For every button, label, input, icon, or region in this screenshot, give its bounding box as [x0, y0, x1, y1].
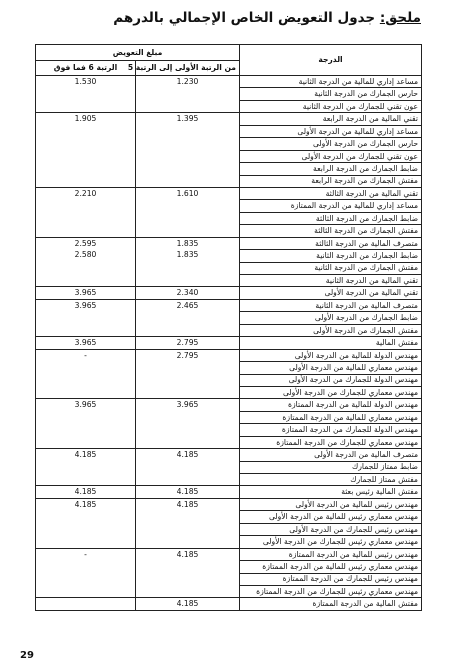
amount-rank-1-5-cell: [136, 187, 240, 237]
compensation-table: [35, 44, 422, 611]
amount-value: 3.965: [74, 300, 97, 310]
amount-rank-1-5-cell: [136, 598, 240, 610]
amount-value: 2.795: [176, 338, 199, 348]
amount-rank-6-up-cell: [36, 187, 136, 237]
grade-cell: ضابط الجمارك من الدرجة الأولى: [240, 312, 422, 324]
grade-cell: مساعد إداري للمالية من الدرجة الممتازة: [240, 200, 422, 212]
table-row: [36, 399, 422, 411]
amount-value: 1.230: [176, 77, 199, 86]
grade-cell: متصرف المالية من الدرجة الثالثة: [240, 237, 422, 249]
header-rank-1-5: من الرتبة الأولى إلى الرتبة 5: [136, 61, 240, 76]
grade-cell: مفتش الجمارك من الدرجة الرابعة: [240, 175, 422, 187]
grade-cell: مهندس معماري للجمارك من الدرجة الأولى: [240, 386, 422, 398]
grade-cell: مهندس الدولة للمالية من الدرجة الممتازة: [240, 399, 422, 411]
grade-cell: مهندس الدولة للمالية من الدرجة الأولى: [240, 349, 422, 361]
grade-cell: مفتش المالية رئيس بعثة: [240, 486, 422, 498]
amount-value: 3.965: [74, 288, 97, 298]
amount-rank-6-up-cell: [36, 237, 136, 287]
grade-cell: مهندس رئيس للمالية من الدرجة الممتازة: [240, 548, 422, 560]
amount-value: 2.210: [74, 188, 97, 198]
amount-value: 4.185: [176, 599, 199, 609]
amount-value: 4.185: [74, 487, 97, 497]
title-main: جدول التعويض الخاص الإجمالي بالدرهم: [113, 10, 376, 26]
amount-value: 2.595: [74, 238, 97, 248]
table-row: [36, 548, 422, 560]
grade-cell: تقني المالية من الدرجة الرابعة: [240, 113, 422, 125]
amount-rank-6-up-cell: [36, 76, 136, 113]
grade-cell: مهندس الدولة للجمارك من الدرجة الممتازة: [240, 424, 422, 436]
amount-rank-1-5-cell: [136, 349, 240, 399]
table-row: [36, 76, 422, 88]
amount-rank-6-up-cell: [36, 299, 136, 336]
grade-cell: مهندس معماري رئيس للمالية من الدرجة الممتازة: [240, 561, 422, 573]
table-row: [36, 237, 422, 249]
amount-rank-1-5-cell: [136, 548, 240, 598]
grade-cell: مفتش الجمارك من الدرجة الثالثة: [240, 225, 422, 237]
table-row: [36, 449, 422, 461]
amount-rank-6-up-cell: [36, 486, 136, 498]
table-row: [36, 598, 422, 610]
amount-rank-6-up-cell: [36, 598, 136, 610]
amount-value: 2.465: [176, 300, 199, 310]
amount-rank-1-5-cell: [136, 287, 240, 299]
amount-value: 4.185: [176, 487, 199, 497]
amount-value: 1.835: [176, 238, 199, 248]
table-row: [36, 498, 422, 510]
grade-cell: مهندس معماري رئيس للجمارك من الدرجة الأولى: [240, 536, 422, 548]
grade-cell: مهندس معماري رئيس للجمارك من الدرجة الممتازة: [240, 585, 422, 597]
amount-value: 4.185: [176, 450, 199, 460]
grade-cell: تقني المالية من الدرجة الثانية: [240, 275, 422, 287]
amount-rank-1-5-cell: [136, 76, 240, 113]
grade-cell: مساعد إداري للمالية من الدرجة الثانية: [240, 76, 422, 88]
header-rank-6-up: الرتبة 6 فما فوق: [36, 61, 136, 76]
amount-value: 1.395: [176, 114, 199, 124]
grade-cell: عون تقني للجمارك من الدرجة الأولى: [240, 150, 422, 162]
amount-value: 3.965: [176, 400, 199, 410]
amount-rank-6-up-cell: [36, 548, 136, 598]
amount-rank-1-5-cell: [136, 337, 240, 349]
amount-value: -: [84, 549, 87, 559]
header-grade: الدرجة: [240, 45, 422, 76]
grade-cell: تقني المالية من الدرجة الأولى: [240, 287, 422, 299]
amount-value: 2.795: [176, 350, 199, 360]
grade-cell: مفتش ممتاز للجمارك: [240, 474, 422, 486]
amount-rank-1-5-cell: [136, 498, 240, 548]
table-row: [36, 349, 422, 361]
amount-value: 4.185: [74, 450, 97, 460]
grade-cell: مهندس رئيس للجمارك من الدرجة الممتازة: [240, 573, 422, 585]
amount-value: 1.530: [74, 77, 97, 86]
grade-cell: حارس الجمارك من الدرجة الأولى: [240, 138, 422, 150]
table-row: [36, 337, 422, 349]
amount-value: 1.905: [74, 114, 97, 124]
amount-rank-6-up-cell: [36, 498, 136, 548]
amount-value: 2.340: [176, 288, 199, 298]
grade-cell: تقني المالية من الدرجة الثالثة: [240, 187, 422, 199]
amount-value: -: [84, 350, 87, 360]
amount-rank-6-up-cell: [36, 287, 136, 299]
grade-cell: ضابط الجمارك من الدرجة الثانية: [240, 250, 422, 262]
amount-rank-1-5-cell: [136, 299, 240, 336]
grade-cell: ضابط الجمارك من الدرجة الثالثة: [240, 212, 422, 224]
table-row: [36, 187, 422, 199]
grade-cell: مهندس رئيس للجمارك من الدرجة الأولى: [240, 523, 422, 535]
grade-cell: مساعد إداري للمالية من الدرجة الأولى: [240, 125, 422, 137]
amount-value: 2.580: [74, 249, 97, 259]
table-row: [36, 113, 422, 125]
amount-value: 3.965: [74, 400, 97, 410]
header-amount: مبلغ التعويض: [36, 45, 240, 61]
grade-cell: مفتش الجمارك من الدرجة الأولى: [240, 324, 422, 336]
grade-cell: مهندس رئيس للمالية من الدرجة الأولى: [240, 498, 422, 510]
amount-value: 4.185: [176, 549, 199, 559]
table-row: [36, 486, 422, 498]
amount-rank-6-up-cell: [36, 349, 136, 399]
amount-value: 4.185: [74, 499, 97, 509]
grade-cell: ضابط ممتاز للجمارك: [240, 461, 422, 473]
amount-rank-6-up-cell: [36, 399, 136, 449]
grade-cell: مهندس معماري للمالية من الدرجة الأولى: [240, 362, 422, 374]
amount-rank-1-5-cell: [136, 113, 240, 188]
table-row: [36, 299, 422, 311]
page-number: 29: [20, 650, 34, 661]
grade-cell: مهندس الدولة للجمارك من الدرجة الأولى: [240, 374, 422, 386]
amount-value: 1.835: [176, 249, 199, 259]
grade-cell: متصرف المالية من الدرجة الثانية: [240, 299, 422, 311]
grade-cell: عون تقني للجمارك من الدرجة الثانية: [240, 100, 422, 112]
grade-cell: مهندس معماري للجمارك من الدرجة الممتازة: [240, 436, 422, 448]
page-title: [113, 10, 421, 26]
amount-rank-1-5-cell: [136, 449, 240, 486]
amount-rank-1-5-cell: [136, 237, 240, 287]
grade-cell: ضابط الجمارك من الدرجة الرابعة: [240, 163, 422, 175]
amount-rank-6-up-cell: [36, 449, 136, 486]
amount-value: 3.965: [74, 338, 97, 348]
amount-value: 1.610: [176, 188, 199, 198]
grade-cell: متصرف المالية من الدرجة الأولى: [240, 449, 422, 461]
grade-cell: مهندس معماري رئيس للمالية من الدرجة الأولى: [240, 511, 422, 523]
amount-rank-1-5-cell: [136, 486, 240, 498]
grade-cell: حارس الجمارك من الدرجة الثانية: [240, 88, 422, 100]
grade-cell: مهندس معماري للمالية من الدرجة الممتازة: [240, 411, 422, 423]
grade-cell: مفتش المالية من الدرجة الممتازة: [240, 598, 422, 610]
table-row: [36, 287, 422, 299]
amount-rank-1-5-cell: [136, 399, 240, 449]
amount-value: 4.185: [176, 499, 199, 509]
title-prefix: ملحق:: [379, 10, 421, 26]
table-body: [36, 76, 422, 611]
amount-rank-6-up-cell: [36, 113, 136, 188]
grade-cell: مفتش المالية: [240, 337, 422, 349]
amount-rank-6-up-cell: [36, 337, 136, 349]
grade-cell: مفتش الجمارك من الدرجة الثانية: [240, 262, 422, 274]
